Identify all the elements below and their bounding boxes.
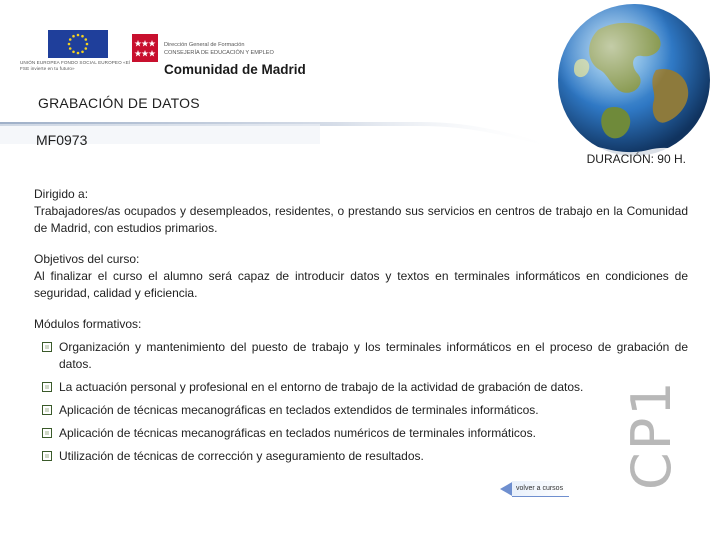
cp-watermark <box>580 300 690 500</box>
header-logos <box>20 26 320 82</box>
madrid-flag-icon <box>132 34 158 62</box>
objectives-text: Al finalizar el curso el alumno será capaz de introducir datos y textos en terminales informáticos en condiciones de seguridad, calidad y eficiencia. <box>34 269 688 300</box>
cp-watermark-text: CP1 <box>620 379 683 490</box>
module-label: Aplicación de técnicas mecanográficas en teclados numéricos de terminales informáticos. <box>59 426 536 440</box>
module-label: Utilización de técnicas de corrección y aseguramiento de resultados. <box>59 449 424 463</box>
target-text: Trabajadores/as ocupados y desempleados, residentes, o prestando sus servicios en centros de trabajo en la Comunidad de Madrid, con estudios primarios. <box>34 204 688 235</box>
objectives-heading: Objetivos del curso: <box>34 252 140 266</box>
checkbox-bullet-icon <box>42 428 52 438</box>
cm-ministry: CONSEJERÍA DE EDUCACIÓN Y EMPLEO <box>164 50 274 56</box>
checkbox-bullet-icon <box>42 405 52 415</box>
cm-department: Dirección General de Formación <box>164 42 245 48</box>
back-to-courses-link[interactable] <box>500 480 569 498</box>
cm-name: Comunidad de Madrid <box>164 62 306 77</box>
target-heading: Dirigido a: <box>34 187 89 201</box>
eu-flag-logo <box>48 30 108 58</box>
course-code: MF0973 <box>36 132 88 148</box>
modules-heading: Módulos formativos: <box>34 317 142 331</box>
back-link-label: volver a cursos <box>512 481 569 497</box>
module-label: La actuación personal y profesional en el entorno de trabajo de la actividad de grabación de datos. <box>59 380 584 394</box>
checkbox-bullet-icon <box>42 451 52 461</box>
checkbox-bullet-icon <box>42 342 52 352</box>
checkbox-bullet-icon <box>42 382 52 392</box>
module-label: Aplicación de técnicas mecanográficas en teclados extendidos de terminales informáticos. <box>59 403 539 417</box>
comunidad-madrid-logo <box>132 28 332 82</box>
module-label: Organización y mantenimiento del puesto de trabajo y los terminales informáticos en el proceso de grabación de datos. <box>59 340 688 371</box>
page-title: GRABACIÓN DE DATOS <box>38 95 200 111</box>
eu-caption: UNIÓN EUROPEA FONDO SOCIAL EUROPEO «El FSE invierte en tu futuro» <box>20 60 131 71</box>
course-duration: DURACIÓN: 90 H. <box>586 152 686 166</box>
